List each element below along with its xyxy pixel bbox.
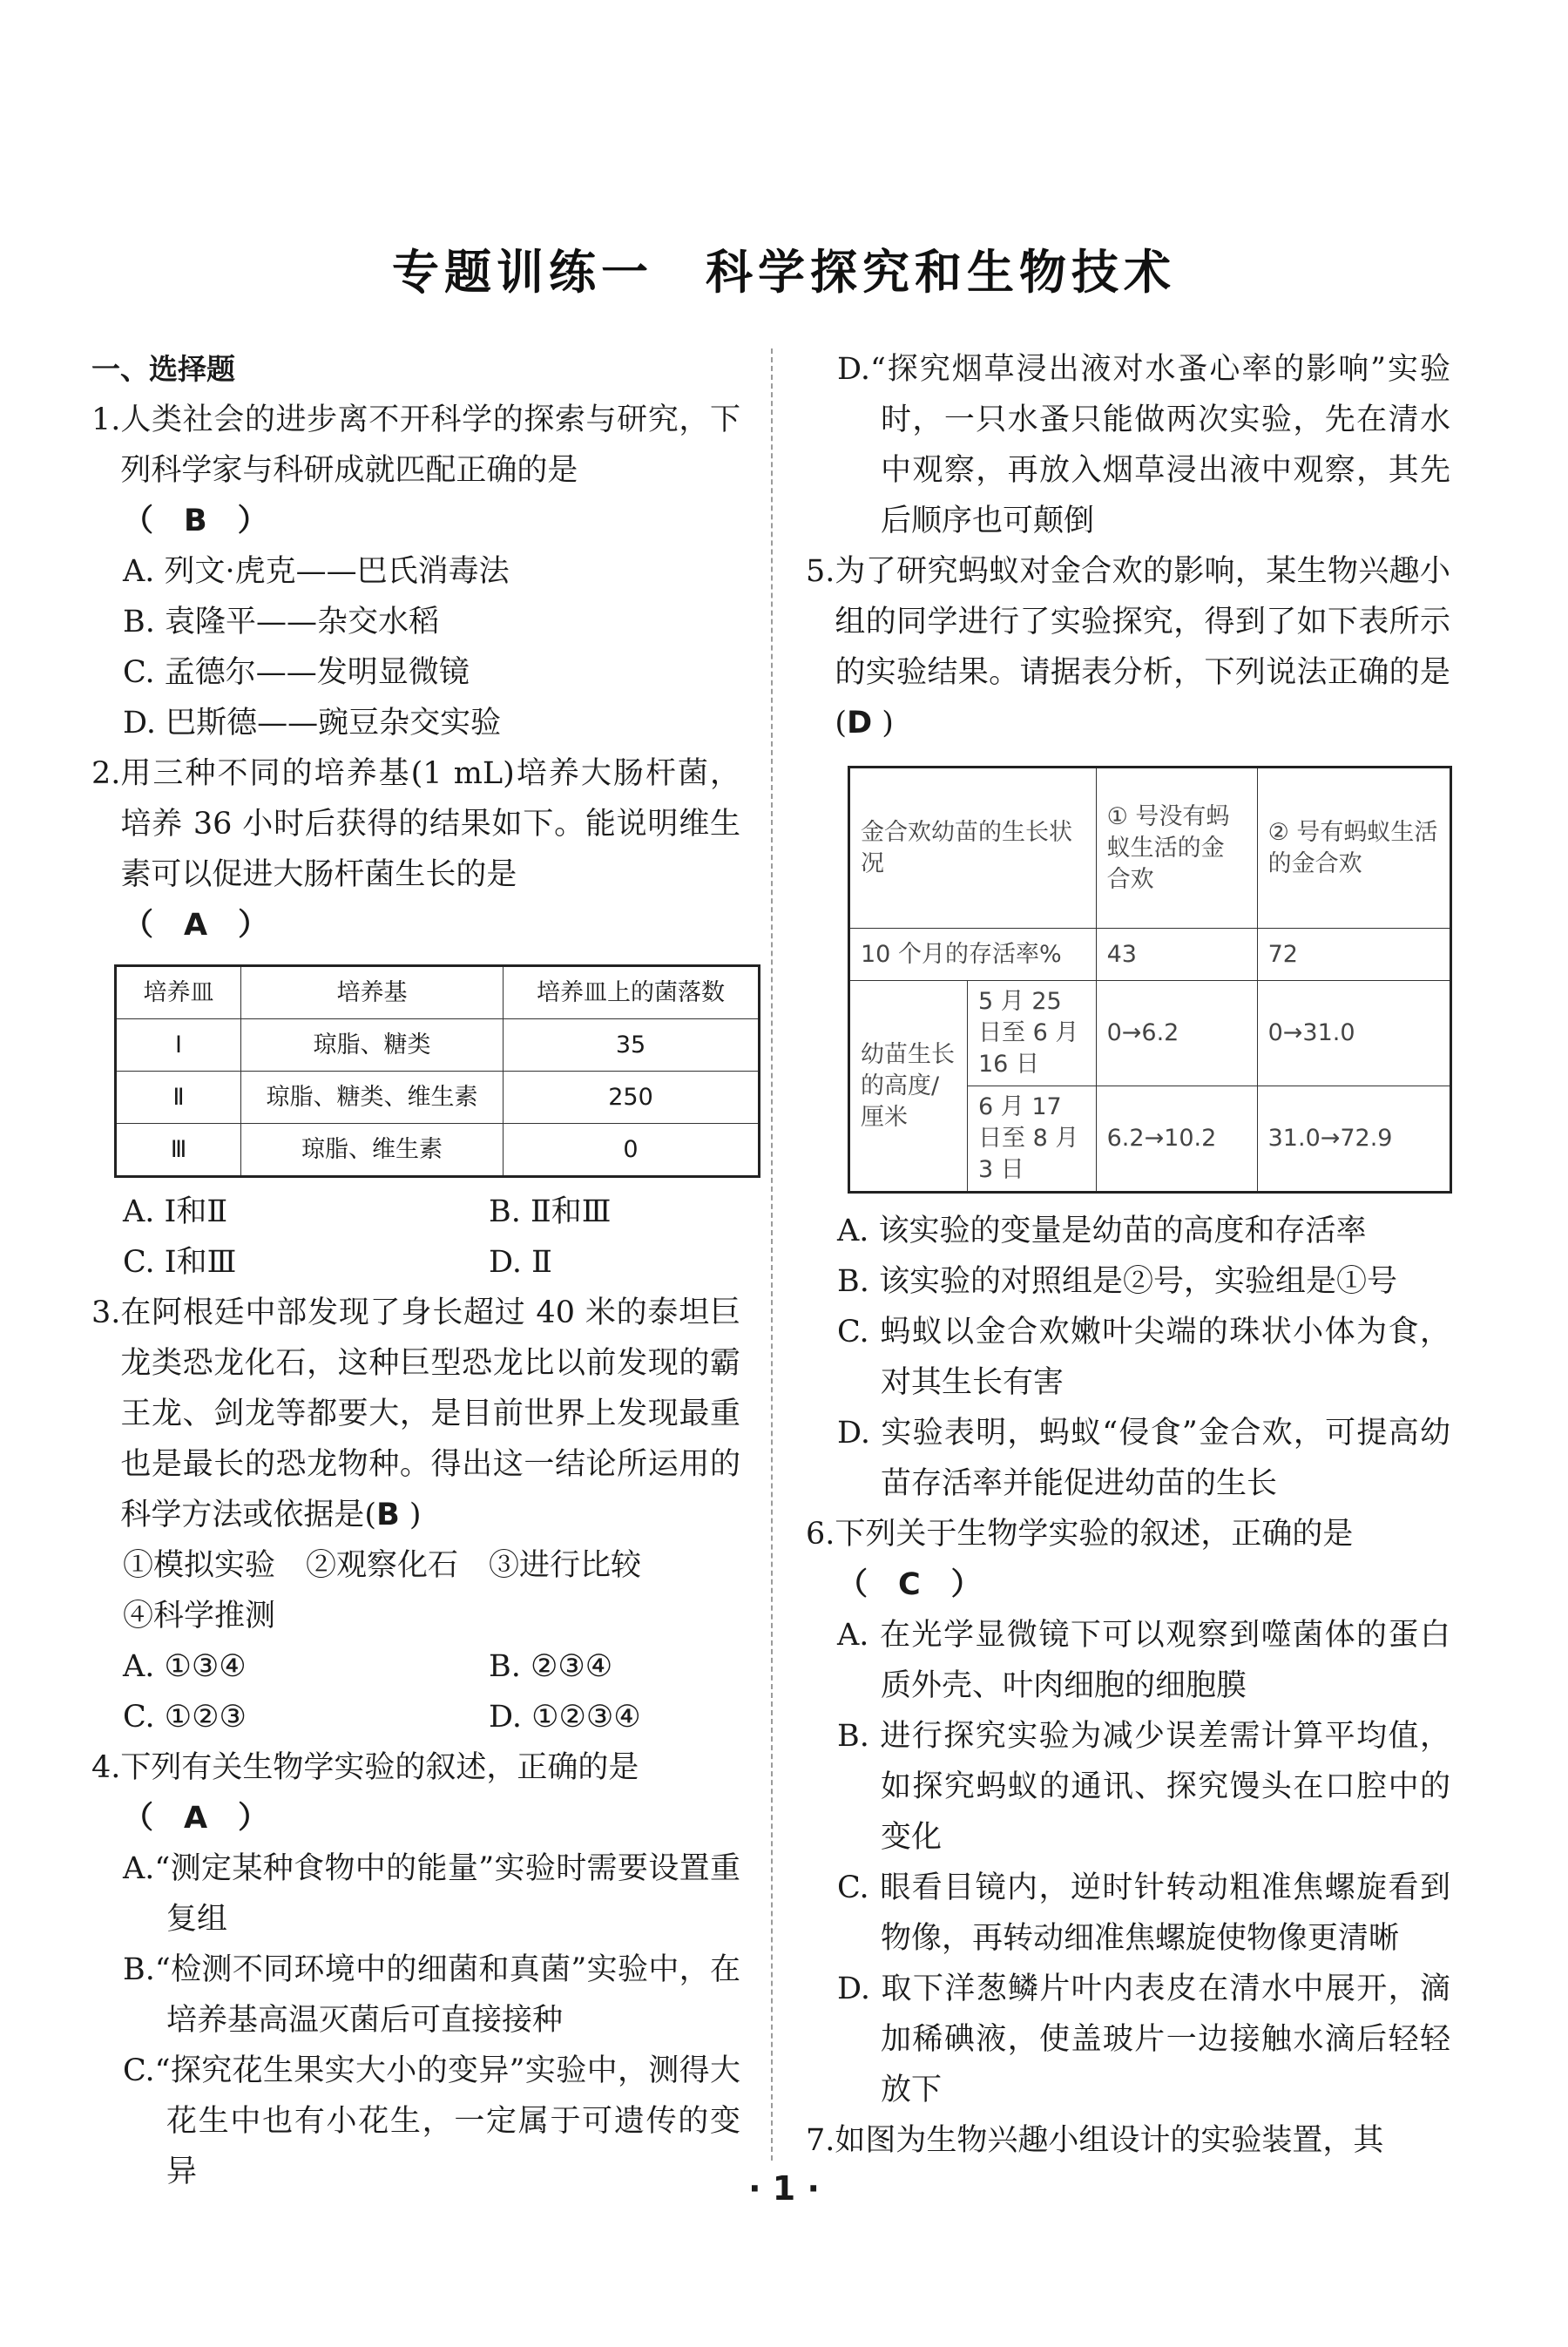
- question-stem: 下列关于生物学实验的叙述，正确的是: [835, 1517, 1354, 1552]
- method-items: ①模拟实验 ②观察化石 ③进行比较: [123, 1548, 642, 1583]
- table-cell: 琼脂、糖类、维生素: [241, 1072, 504, 1124]
- option-a: A. 列文·虎克——巴氏消毒法: [123, 554, 510, 589]
- question-number: 1.: [91, 402, 121, 437]
- question-number: 5.: [806, 554, 835, 589]
- table-cell: 琼脂、糖类: [241, 1019, 504, 1072]
- table-cell: 31.0→72.9: [1257, 1086, 1450, 1193]
- table-cell: 琼脂、维生素: [241, 1124, 504, 1177]
- table-header: 金合欢幼苗的生长状况: [849, 768, 1097, 929]
- table-cell: 0→31.0: [1257, 981, 1450, 1086]
- option-d: D. ①②③④: [489, 1700, 641, 1735]
- question-number: 7.: [806, 2123, 835, 2158]
- option-a: A. 在光学显微镜下可以观察到噬菌体的蛋白质外壳、叶肉细胞的细胞膜: [837, 1618, 1450, 1703]
- answer-mark: （ A ）: [123, 908, 269, 943]
- option-a: A. 该实验的变量是幼苗的高度和存活率: [837, 1214, 1367, 1248]
- table-cell: 6.2→10.2: [1096, 1086, 1257, 1193]
- page-title: 专题训练一 科学探究和生物技术: [392, 245, 1176, 300]
- table-cell: 0: [504, 1124, 760, 1177]
- option-d: D. 取下洋葱鳞片叶内表皮在清水中展开，滴加稀碘液，使盖玻片一边接触水滴后轻轻放下: [837, 1972, 1450, 2107]
- table-cell: 5 月 25 日至 6 月 16 日: [968, 981, 1097, 1086]
- option-a: A.“测定某种食物中的能量”实验时需要设置重复组: [123, 1851, 740, 1937]
- table-header: 培养皿: [116, 966, 241, 1019]
- acacia-table: [848, 766, 1452, 1194]
- question-1: [91, 395, 740, 748]
- page-number: · 1 ·: [748, 2169, 820, 2208]
- table-row: [116, 1019, 760, 1072]
- table-cell: Ⅰ: [116, 1019, 241, 1072]
- option-c: C. Ⅰ和Ⅲ: [123, 1245, 237, 1280]
- right-column: [806, 344, 1450, 2166]
- question-stem: 在阿根廷中部发现了身长超过 40 米的泰坦巨龙类恐龙化石，这种巨型恐龙比以前发现的霸王龙、剑龙等都要大，是目前世界上发现最重也是最长的恐龙物种。得出这一结论所运用的科学方法或依据是(B ): [120, 1295, 740, 1532]
- option-a: A. ①③④: [123, 1649, 247, 1684]
- table-cell: Ⅲ: [116, 1124, 241, 1177]
- option-d: D.“探究烟草浸出液对水蚤心率的影响”实验时，一只水蚤只能做两次实验，先在清水中观察，再放入烟草浸出液中观察，其先后顺序也可颠倒: [837, 352, 1450, 538]
- option-b: B. 袁隆平——杂交水稻: [123, 605, 439, 639]
- table-row: [849, 981, 1451, 1086]
- table-header: ① 号没有蚂蚁生活的金合欢: [1096, 768, 1257, 929]
- table-cell: 0→6.2: [1096, 981, 1257, 1086]
- option-c: C. ①②③: [123, 1700, 247, 1735]
- table-cell: 幼苗生长的高度/厘米: [849, 981, 968, 1193]
- table-header: ② 号有蚂蚁生活的金合欢: [1257, 768, 1450, 929]
- option-b: B. 该实验的对照组是②号，实验组是①号: [837, 1264, 1397, 1299]
- question-number: 4.: [91, 1750, 121, 1785]
- question-5: [806, 546, 1450, 1509]
- answer-mark: （ B ）: [123, 504, 268, 538]
- answer-mark: （ C ）: [837, 1567, 982, 1602]
- question-stem: 为了研究蚂蚁对金合欢的影响，某生物兴趣小组的同学进行了实验探究，得到了如下表所示的实验结果。请据表分析，下列说法正确的是(D ): [835, 554, 1450, 741]
- option-b: B. 进行探究实验为减少误差需计算平均值，如探究蚂蚁的通讯、探究馒头在口腔中的变化: [837, 1719, 1450, 1855]
- left-column: [91, 344, 740, 2197]
- option-d: D. Ⅱ: [489, 1245, 552, 1280]
- option-b: B. Ⅱ和Ⅲ: [489, 1194, 612, 1229]
- option-a: A. Ⅰ和Ⅱ: [123, 1194, 228, 1229]
- section-heading: 一、选择题: [91, 352, 235, 386]
- table-row: [116, 1124, 760, 1177]
- table-row: [849, 929, 1451, 981]
- question-stem: 如图为生物兴趣小组设计的实验装置，其: [835, 2123, 1384, 2158]
- table-cell: 35: [504, 1019, 760, 1072]
- table-header: 培养皿上的菌落数: [504, 966, 760, 1019]
- question-stem: 下列有关生物学实验的叙述，正确的是: [120, 1750, 639, 1785]
- table-header: 培养基: [241, 966, 504, 1019]
- option-b: B. ②③④: [489, 1649, 613, 1684]
- question-number: 6.: [806, 1517, 835, 1552]
- question-number: 2.: [91, 756, 121, 791]
- question-stem: 人类社会的进步离不开科学的探索与研究，下列科学家与科研成就匹配正确的是: [120, 402, 740, 488]
- option-c: C. 眼看目镜内，逆时针转动粗准焦螺旋看到物像，再转动细准焦螺旋使物像更清晰: [837, 1870, 1450, 1956]
- answer-mark: （ A ）: [123, 1801, 269, 1836]
- method-items: ④科学推测: [123, 1599, 276, 1633]
- option-d: D. 实验表明，蚂蚁“侵食”金合欢，可提高幼苗存活率并能促进幼苗的生长: [837, 1416, 1450, 1501]
- option-c: C. 蚂蚁以金合欢嫩叶尖端的珠状小体为食，对其生长有害: [837, 1315, 1450, 1400]
- table-cell: 72: [1257, 929, 1450, 981]
- option-d: D. 巴斯德——豌豆杂交实验: [123, 706, 502, 741]
- table-cell: 250: [504, 1072, 760, 1124]
- table-row: [116, 1072, 760, 1124]
- table-cell: 43: [1096, 929, 1257, 981]
- option-c: C.“探究花生果实大小的变异”实验中，测得大花生中也有小花生，一定属于可遗传的变异: [123, 2053, 740, 2189]
- question-3: [91, 1288, 740, 1742]
- question-6: [806, 1509, 1450, 2115]
- option-b: B.“检测不同环境中的细菌和真菌”实验中，在培养基高温灭菌后可直接接种: [123, 1952, 740, 2038]
- option-c: C. 孟德尔——发明显微镜: [123, 655, 470, 690]
- answer-mark: D: [847, 706, 873, 741]
- question-4: [91, 1742, 740, 2197]
- question-number: 3.: [91, 1295, 121, 1330]
- question-stem: 用三种不同的培养基(1 mL)培养大肠杆菌，培养 36 小时后获得的结果如下。能说明维生素可以促进大肠杆菌生长的是: [120, 756, 740, 892]
- question-7: [806, 2115, 1450, 2166]
- culture-table: [114, 964, 760, 1178]
- table-cell: 6 月 17 日至 8 月 3 日: [968, 1086, 1097, 1193]
- table-cell: Ⅱ: [116, 1072, 241, 1124]
- question-2: [91, 748, 740, 1288]
- table-cell: 10 个月的存活率%: [849, 929, 1097, 981]
- answer-mark: B: [376, 1498, 400, 1532]
